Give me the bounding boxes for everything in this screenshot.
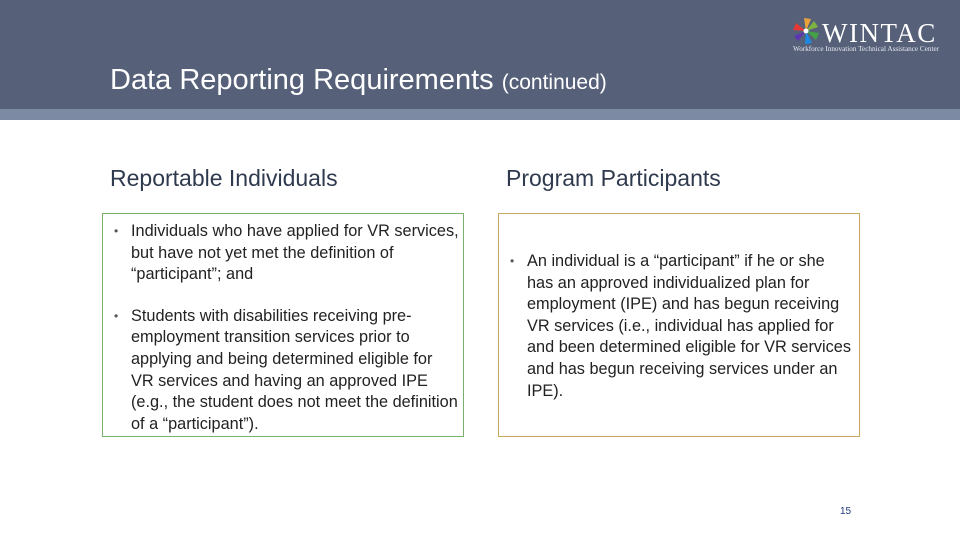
- bullet-marker: •: [510, 254, 515, 268]
- list-item-text: Students with disabilities receiving pre-employment transition services prior to applying and being determined eligible for VR services and having an approved IPE (e.g., the student does not meet the definition of a “participant”).: [131, 306, 458, 433]
- slide-title: [110, 64, 607, 97]
- logo-tagline: Workforce Innovation Technical Assistance Center: [793, 45, 940, 53]
- header-stripe: [0, 109, 960, 120]
- bullet-marker: •: [114, 308, 119, 323]
- bullet-marker: •: [114, 224, 119, 238]
- reportable-individuals-box: [102, 213, 464, 437]
- wintac-logo: [791, 16, 951, 56]
- slide-title-suffix: (continued): [501, 71, 607, 94]
- list-item: [499, 251, 851, 402]
- slide-title-main: Data Reporting Requirements: [110, 64, 494, 96]
- program-participants-list: [499, 251, 851, 402]
- list-item: [103, 306, 459, 436]
- right-column-heading: Program Participants: [506, 165, 721, 191]
- list-item-text: An individual is a “participant” if he or she has an approved individualized plan for employment (IPE) and has begun receiving VR services (i.e., individual has applied for and been determined eligible for VR services and has begun receiving services under an IPE).: [527, 252, 851, 400]
- list-item-text: Individuals who have applied for VR services, but have not yet met the definition of “participant”; and: [131, 222, 459, 284]
- left-column-heading: Reportable Individuals: [110, 165, 338, 191]
- page-number: 15: [840, 506, 852, 517]
- program-participants-box: [498, 213, 860, 437]
- list-item: [103, 221, 459, 286]
- logo-wordmark: WINTAC: [822, 18, 937, 48]
- pinwheel-logo-icon: [791, 16, 821, 46]
- reportable-individuals-list: [103, 221, 459, 435]
